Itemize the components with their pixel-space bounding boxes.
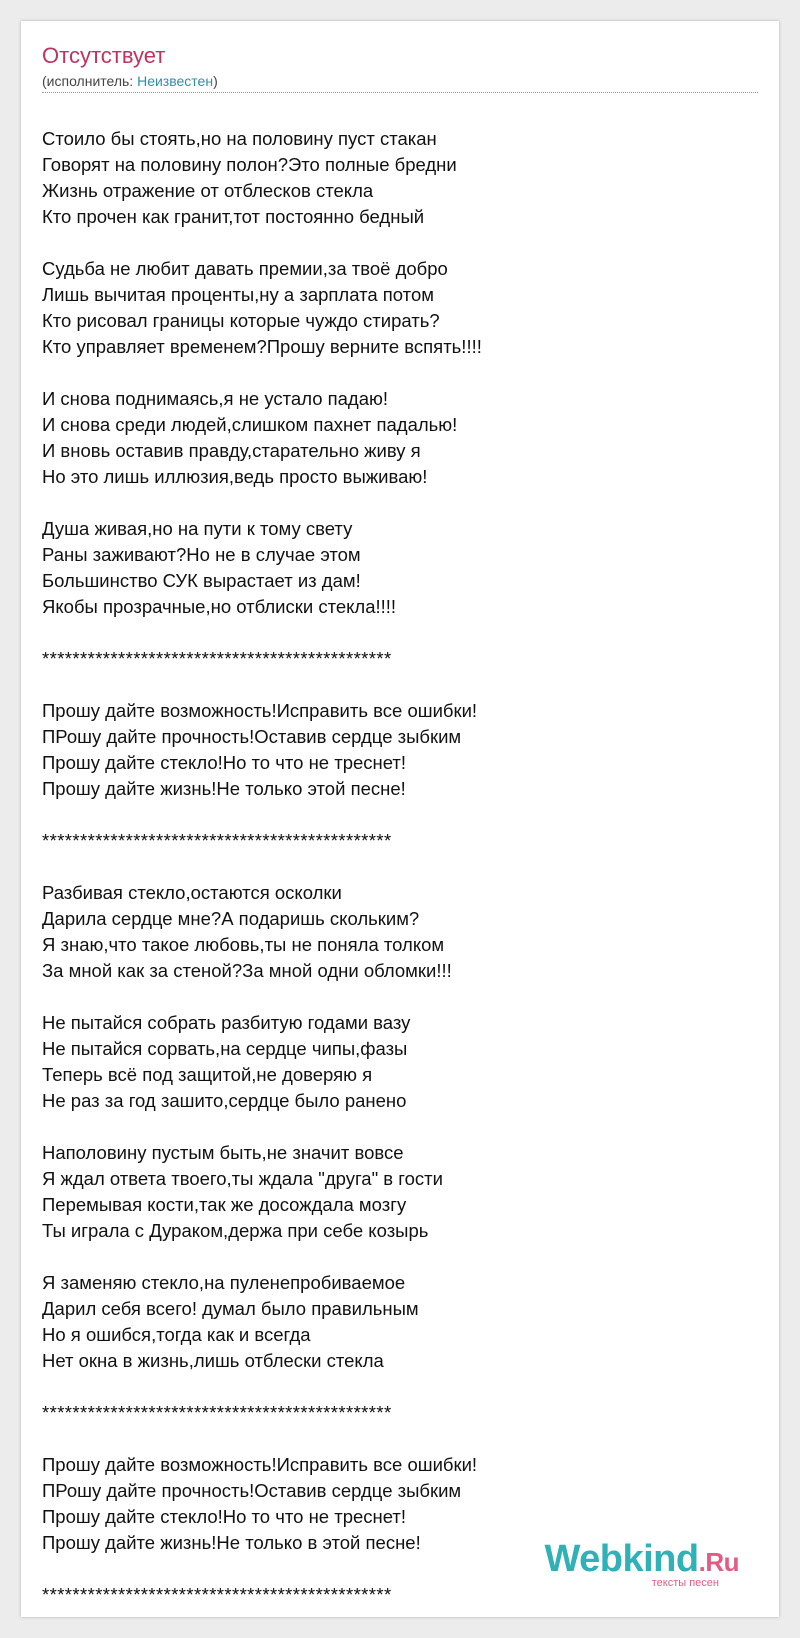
lyrics-line: И снова среди людей,слишком пахнет падалью! — [42, 414, 458, 435]
lyrics-line: Прошу дайте возможность!Исправить все ошибки! — [42, 1454, 478, 1475]
lyrics-line: ПРошу дайте прочность!Оставив сердце зыбким — [42, 726, 462, 747]
lyrics-blank-line — [42, 1244, 742, 1270]
lyrics-line: Наполовину пустым быть,не значит вовсе — [42, 1142, 404, 1163]
lyrics-line: Не пытайся собрать разбитую годами вазу — [42, 1012, 411, 1033]
logo-tld: .Ru — [698, 1547, 739, 1577]
logo-name: Webkind — [544, 1538, 699, 1580]
lyrics-line: Судьба не любит давать премии,за твоё добро — [42, 258, 448, 279]
lyrics-line: Я знаю,что такое любовь,ты не поняла толком — [42, 934, 445, 955]
lyrics-line: Но это лишь иллюзия,ведь просто выживаю! — [42, 466, 428, 487]
lyrics-separator: ********************************************** — [42, 648, 392, 669]
lyrics-line: За мной как за стеной?За мной одни обломки!!! — [42, 960, 452, 981]
lyrics-blank-line — [42, 1374, 742, 1400]
lyrics-line: Я заменяю стекло,на пуленепробиваемое — [42, 1272, 406, 1293]
dotted-divider — [42, 92, 758, 93]
lyrics-line: Теперь всё под защитой,не доверяю я — [42, 1064, 373, 1085]
lyrics-line: Прошу дайте стекло!Но то что не треснет! — [42, 1506, 407, 1527]
lyrics-line: Душа живая,но на пути к тому свету — [42, 518, 353, 539]
artist-label: (исполнитель: — [42, 73, 138, 89]
lyrics-line: Я ждал ответа твоего,ты ждала "друга" в гости — [42, 1168, 443, 1189]
lyrics-line: И снова поднимаясь,я не устало падаю! — [42, 388, 389, 409]
lyrics-blank-line — [42, 620, 742, 646]
lyrics-line: Прошу дайте стекло!Но то что не треснет! — [42, 752, 407, 773]
lyrics-line: Разбивая стекло,остаются осколки — [42, 882, 342, 903]
lyrics-blank-line — [42, 854, 742, 880]
artist-link[interactable]: Неизвестен — [137, 73, 214, 89]
lyrics-blank-line — [42, 230, 742, 256]
lyrics-line: Ты играла с Дураком,держа при себе козырь — [42, 1220, 429, 1241]
lyrics-blank-line — [42, 802, 742, 828]
lyrics-line: Кто прочен как гранит,тот постоянно бедный — [42, 206, 425, 227]
logo-tagline: тексты песен — [651, 1577, 719, 1589]
artist-line — [42, 72, 218, 90]
lyrics-body — [42, 126, 742, 1608]
lyrics-line: Нет окна в жизнь,лишь отблески стекла — [42, 1350, 384, 1371]
lyrics-blank-line — [42, 490, 742, 516]
lyrics-blank-line — [42, 672, 742, 698]
lyrics-line: Стоило бы стоять,но на половину пуст стакан — [42, 128, 437, 149]
lyrics-line: Кто рисовал границы которые чуждо стирать? — [42, 310, 440, 331]
song-title: Отсутствует — [42, 43, 166, 68]
lyrics-line: Жизнь отражение от отблесков стекла — [42, 180, 374, 201]
lyrics-line: Перемывая кости,так же досождала мозгу — [42, 1194, 407, 1215]
artist-close: ) — [213, 73, 218, 89]
lyrics-line: Говорят на половину полон?Это полные бредни — [42, 154, 457, 175]
lyrics-separator: ********************************************** — [42, 830, 392, 851]
lyrics-line: Не раз за год зашито,сердце было ранено — [42, 1090, 407, 1111]
lyrics-line: Якобы прозрачные,но отблиски стекла!!!! — [42, 596, 397, 617]
lyrics-line: Кто управляет временем?Прошу верните вспять!!!! — [42, 336, 482, 357]
site-logo[interactable] — [544, 1538, 739, 1589]
lyrics-line: И вновь оставив правду,старательно живу я — [42, 440, 421, 461]
lyrics-line: Прошу дайте жизнь!Не только этой песне! — [42, 778, 406, 799]
lyrics-line: Раны заживают?Но не в случае этом — [42, 544, 361, 565]
lyrics-card — [21, 21, 779, 1617]
lyrics-line: Дарил себя всего! думал было правильным — [42, 1298, 419, 1319]
lyrics-line: Прошу дайте жизнь!Не только в этой песне! — [42, 1532, 421, 1553]
lyrics-line: Большинство СУК вырастает из дам! — [42, 570, 361, 591]
lyrics-line: Не пытайся сорвать,на сердце чипы,фазы — [42, 1038, 408, 1059]
lyrics-line: Лишь вычитая проценты,ну а зарплата потом — [42, 284, 434, 305]
lyrics-line: Но я ошибся,тогда как и всегда — [42, 1324, 311, 1345]
lyrics-separator: ********************************************** — [42, 1402, 392, 1423]
lyrics-line: Дарила сердце мне?А подаришь скольким? — [42, 908, 420, 929]
lyrics-blank-line — [42, 360, 742, 386]
lyrics-separator: ********************************************** — [42, 1584, 392, 1605]
lyrics-blank-line — [42, 1426, 742, 1452]
lyrics-blank-line — [42, 984, 742, 1010]
lyrics-blank-line — [42, 1114, 742, 1140]
lyrics-line: Прошу дайте возможность!Исправить все ошибки! — [42, 700, 478, 721]
lyrics-line: ПРошу дайте прочность!Оставив сердце зыбким — [42, 1480, 462, 1501]
